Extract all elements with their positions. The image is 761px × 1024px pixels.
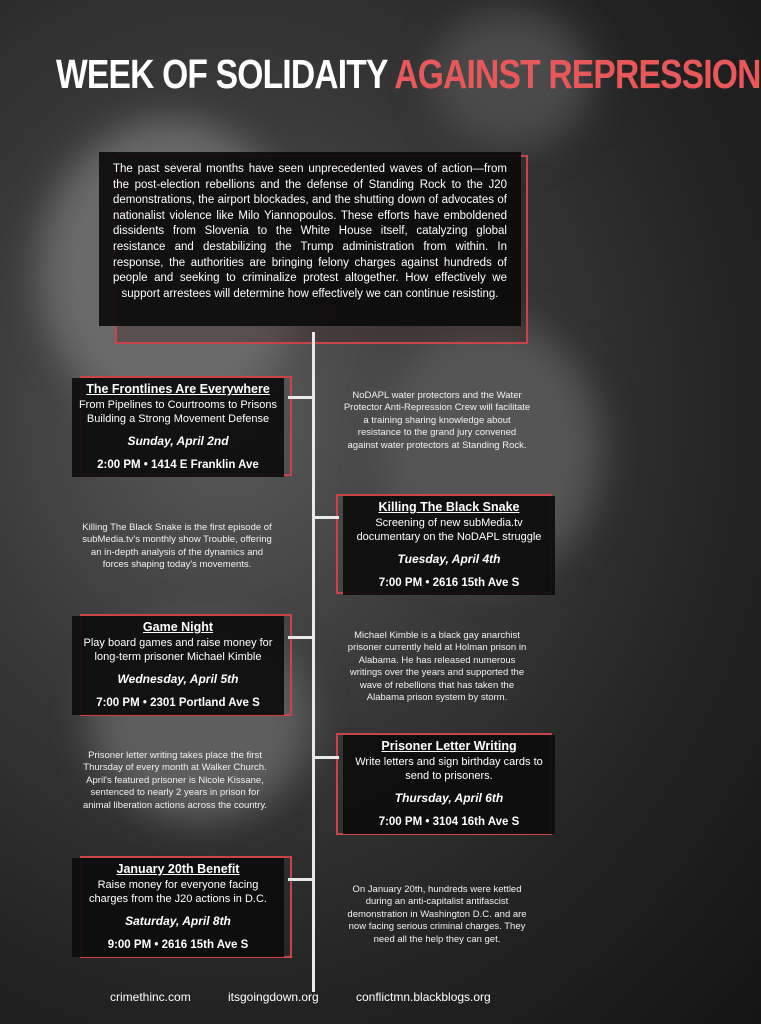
intro-text: The past several months have seen unprecedented waves of action—from the post-election rebellions and the defense of Standing Rock to the J20 demonstrations, the airport blockades, and the shutting down of advocates of nationalist violence like Milo Yiannopoulos. These efforts have emboldened dissidents from Slovenia to the White House itself, catalyzing global resistance and destabilizing the Trump administration from within. In response, the authorities are bringing felony charges against hundreds of people and seeking to criminalize protest altogether. How effectively we support arrestees will determine how effectively we can continue resisting. [99,152,521,326]
event-description: From Pipelines to Courtrooms to Prisons Building a Strong Movement Defense [78,399,278,425]
event-title: The Frontlines Are Everywhere [86,382,270,396]
event-note: Prisoner letter writing takes place the first Thursday of every month at Walker Church. April's featured prisoner is Nicole Kissane, sentenced to nearly 2 years in prison for animal liberation actions across the country. [82,750,268,811]
event-date: Thursday, April 6th [394,791,504,805]
event-card [343,496,555,595]
timeline-connector [313,756,339,759]
timeline-connector [313,516,339,519]
event-description: Raise money for everyone facing charges from the J20 actions in D.C. [89,879,267,905]
event-note: Killing The Black Snake is the first episode of subMedia.tv's monthly show Trouble, offering an in-depth analysis of the dynamics and forces shaping today's movements. [82,522,272,571]
timeline-connector [288,636,314,639]
event-card [72,616,284,715]
event-card [72,378,284,477]
event-title: Game Night [142,620,214,634]
event-description: Play board games and raise money for long-term prisoner Michael Kimble [83,637,273,663]
event-description: Screening of new subMedia.tv documentary on the NoDAPL struggle [356,517,542,543]
event-note: NoDAPL water protectors and the Water Protector Anti-Repression Crew will facilitate a training sharing knowledge about resistance to the grand jury convened against water protectors at Standing Rock. [343,390,531,451]
event-title: Prisoner Letter Writing [381,739,517,753]
title-part-white: WEEK OF SOLIDAITY [55,51,387,97]
event-title: January 20th Benefit [116,862,240,876]
event-time-location: 7:00 PM • 3104 16th Ave S [378,816,520,828]
event-time-location: 7:00 PM • 2301 Portland Ave S [96,697,260,709]
event-date: Saturday, April 8th [125,914,231,928]
footer-link-conflictmn[interactable]: conflictmn.blackblogs.org [356,990,491,1004]
event-date: Sunday, April 2nd [127,434,229,448]
page-title [55,44,761,104]
event-description: Write letters and sign birthday cards to send to prisoners. [355,756,543,782]
event-time-location: 2:00 PM • 1414 E Franklin Ave [97,459,259,471]
event-time-location: 9:00 PM • 2616 15th Ave S [107,939,249,951]
event-date: Wednesday, April 5th [117,672,239,686]
timeline-connector [288,878,314,881]
footer-link-itsgoingdown[interactable]: itsgoingdown.org [228,990,319,1004]
event-card [72,858,284,957]
event-note: Michael Kimble is a black gay anarchist prisoner currently held at Holman prison in Alabama. He has released numerous writings over the years and supported the wave of rebellions that has taken the Alabama prison system by storm. [347,630,527,704]
timeline-line [312,332,315,992]
event-card [343,735,555,834]
footer-link-crimethinc[interactable]: crimethinc.com [110,990,191,1004]
event-date: Tuesday, April 4th [397,552,501,566]
event-title: Killing The Black Snake [378,500,520,514]
timeline-connector [288,396,314,399]
event-note: On January 20th, hundreds were kettled during an anti-capitalist antifascist demonstration in Washington D.C. and are now facing serious criminal charges. They need all the help they can get. [347,884,527,945]
event-time-location: 7:00 PM • 2616 15th Ave S [378,577,520,589]
title-part-red: AGAINST REPRESSION [394,51,761,97]
